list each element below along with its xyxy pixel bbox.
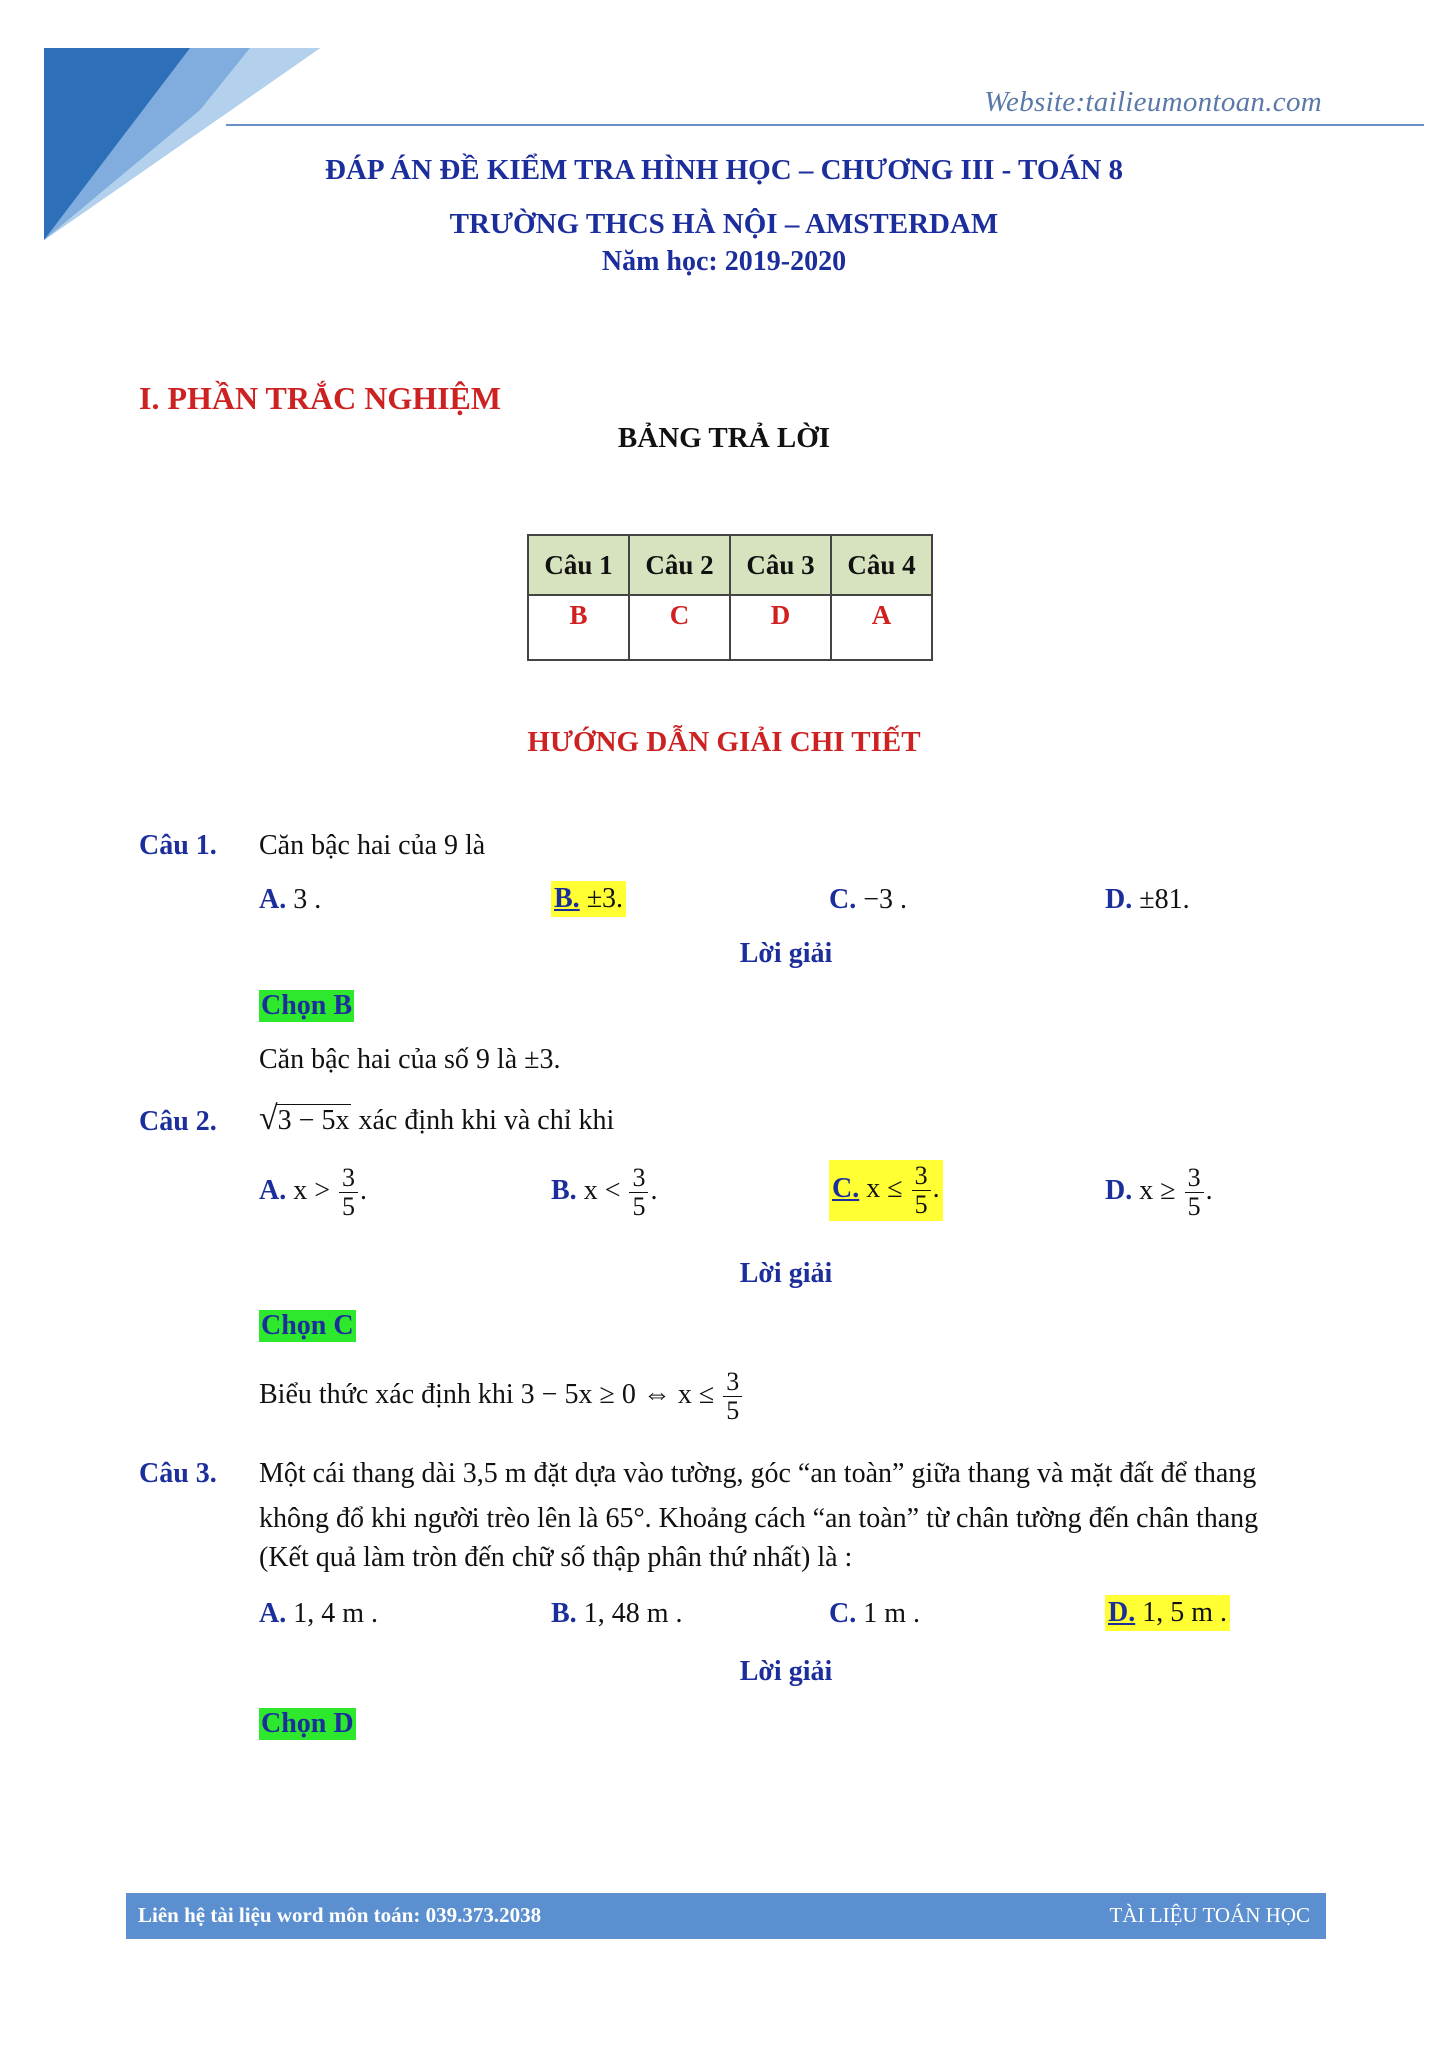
option-letter: B. bbox=[554, 883, 580, 914]
table-answer-cell: A bbox=[831, 595, 932, 660]
q2-choice: Chọn C bbox=[261, 1310, 354, 1341]
option-value: 1, 48 m . bbox=[583, 1598, 683, 1629]
q1-solution-label: Lời giải bbox=[739, 938, 833, 969]
option-letter: A. bbox=[259, 1598, 287, 1629]
denominator: 5 bbox=[342, 1192, 356, 1221]
q2-option-b: B. x < $\frac{3}{5}$ . bbox=[551, 1163, 658, 1221]
q1-option-a bbox=[259, 884, 321, 916]
question-1-text: Căn bậc hai của 9 là bbox=[259, 830, 486, 861]
option-value: x < bbox=[583, 1174, 621, 1206]
fraction bbox=[339, 1164, 358, 1221]
option-letter: B. bbox=[551, 1598, 577, 1629]
table-answer-cell: B bbox=[528, 595, 629, 660]
q1-explanation: Căn bậc hai của số 9 là ±3. bbox=[259, 1044, 561, 1075]
fraction bbox=[629, 1164, 648, 1221]
option-letter: B. bbox=[551, 1174, 577, 1206]
website-url: Website:tailieumontoan.com bbox=[984, 86, 1322, 118]
q2-explanation bbox=[259, 1368, 744, 1425]
option-letter: A. bbox=[259, 884, 287, 915]
q2-option-c-correct: C. x ≤ $\frac{3}{5}$ . bbox=[829, 1160, 943, 1221]
option-value: ±81. bbox=[1139, 884, 1190, 915]
q1-option-c bbox=[829, 884, 907, 916]
option-value: −3 . bbox=[863, 884, 908, 915]
q3-option-b bbox=[551, 1598, 682, 1630]
question-3-line-2: không đổ khi người trèo lên là 65°. Khoảng cách “an toàn” từ chân tường đến chân thang bbox=[259, 1503, 1259, 1534]
option-value: 1 m . bbox=[863, 1598, 921, 1629]
numerator: 3 bbox=[1185, 1164, 1204, 1193]
explanation-text: Biểu thức xác định khi 3 − 5x ≥ 0 ⇔ x ≤ bbox=[259, 1378, 715, 1410]
sqrt-icon: √ bbox=[259, 1100, 278, 1137]
q1-option-b-correct bbox=[551, 881, 626, 917]
q2-solution-label: Lời giải bbox=[739, 1258, 833, 1289]
radicand: 3 − 5x bbox=[277, 1105, 350, 1136]
school-year: Năm học: 2019-2020 bbox=[601, 246, 847, 277]
question-2-label: Câu 2. bbox=[139, 1106, 217, 1137]
footer-brand: TÀI LIỆU TOÁN HỌC bbox=[1109, 1903, 1310, 1927]
option-letter: C. bbox=[832, 1172, 860, 1204]
q1-option-d bbox=[1105, 884, 1190, 916]
denominator: 5 bbox=[914, 1190, 928, 1219]
answer-table bbox=[527, 534, 933, 661]
fraction bbox=[723, 1368, 742, 1425]
answer-table-value-row bbox=[528, 595, 932, 660]
option-value: x ≤ bbox=[866, 1172, 903, 1204]
doc-title: ĐÁP ÁN ĐỀ KIỂM TRA HÌNH HỌC – CHƯƠNG III - TOÁN 8 bbox=[324, 154, 1124, 186]
school-name: TRƯỜNG THCS HÀ NỘI – AMSTERDAM bbox=[449, 208, 999, 240]
question-2-tail: xác định khi và chỉ khi bbox=[358, 1105, 615, 1136]
option-letter: C. bbox=[829, 1598, 857, 1629]
denominator: 5 bbox=[726, 1396, 740, 1425]
option-value: x > bbox=[293, 1174, 331, 1206]
option-letter: D. bbox=[1108, 1597, 1136, 1628]
table-header-cell: Câu 2 bbox=[629, 535, 730, 595]
table-answer-cell: C bbox=[629, 595, 730, 660]
option-value: ±3. bbox=[586, 883, 624, 914]
question-3-label: Câu 3. bbox=[139, 1458, 217, 1489]
q1-choice: Chọn B bbox=[261, 990, 353, 1021]
fraction bbox=[1185, 1164, 1204, 1221]
table-header-cell: Câu 3 bbox=[730, 535, 831, 595]
answer-table-title: BẢNG TRẢ LỜI bbox=[617, 422, 831, 454]
numerator: 3 bbox=[723, 1368, 742, 1397]
q3-option-d-correct bbox=[1105, 1595, 1230, 1631]
section-heading: I. PHẦN TRẮC NGHIỆM bbox=[139, 380, 502, 416]
q3-option-a bbox=[259, 1598, 378, 1630]
denominator: 5 bbox=[1187, 1192, 1201, 1221]
numerator: 3 bbox=[629, 1164, 648, 1193]
question-1-label: Câu 1. bbox=[139, 830, 217, 861]
option-letter: D. bbox=[1105, 884, 1133, 915]
guide-title: HƯỚNG DẪN GIẢI CHI TIẾT bbox=[527, 726, 921, 758]
denominator: 5 bbox=[632, 1192, 646, 1221]
fraction bbox=[912, 1162, 931, 1219]
option-letter: C. bbox=[829, 884, 857, 915]
table-answer-cell: D bbox=[730, 595, 831, 660]
question-3-line-1: Một cái thang dài 3,5 m đặt dựa vào tường, góc “an toàn” giữa thang và mặt đất để thang bbox=[259, 1458, 1257, 1489]
numerator: 3 bbox=[339, 1164, 358, 1193]
option-value: 1, 4 m . bbox=[293, 1598, 379, 1629]
q2-option-a: A. x > $\frac{3}{5}$ . bbox=[259, 1163, 368, 1221]
option-letter: A. bbox=[259, 1174, 287, 1206]
question-2-text bbox=[259, 1100, 614, 1138]
option-letter: D. bbox=[1105, 1174, 1133, 1206]
answer-table-header-row bbox=[528, 535, 932, 595]
option-value: 3 . bbox=[293, 884, 322, 915]
q3-option-c bbox=[829, 1598, 920, 1630]
question-3-line-3: (Kết quả làm tròn đến chữ số thập phân thứ nhất) là : bbox=[259, 1542, 853, 1573]
option-value: 1, 5 m . bbox=[1142, 1597, 1228, 1628]
footer-contact: Liên hệ tài liệu word môn toán: 039.373.2038 bbox=[138, 1903, 542, 1927]
footer-bar bbox=[126, 1893, 1326, 1939]
numerator: 3 bbox=[912, 1162, 931, 1191]
q2-option-d: D. x ≥ $\frac{3}{5}$ . bbox=[1105, 1163, 1213, 1221]
table-header-cell: Câu 1 bbox=[528, 535, 629, 595]
q3-choice: Chọn D bbox=[261, 1708, 354, 1739]
table-header-cell: Câu 4 bbox=[831, 535, 932, 595]
header-divider bbox=[226, 124, 1424, 126]
q3-solution-label: Lời giải bbox=[739, 1656, 833, 1687]
option-value: x ≥ bbox=[1139, 1174, 1176, 1206]
